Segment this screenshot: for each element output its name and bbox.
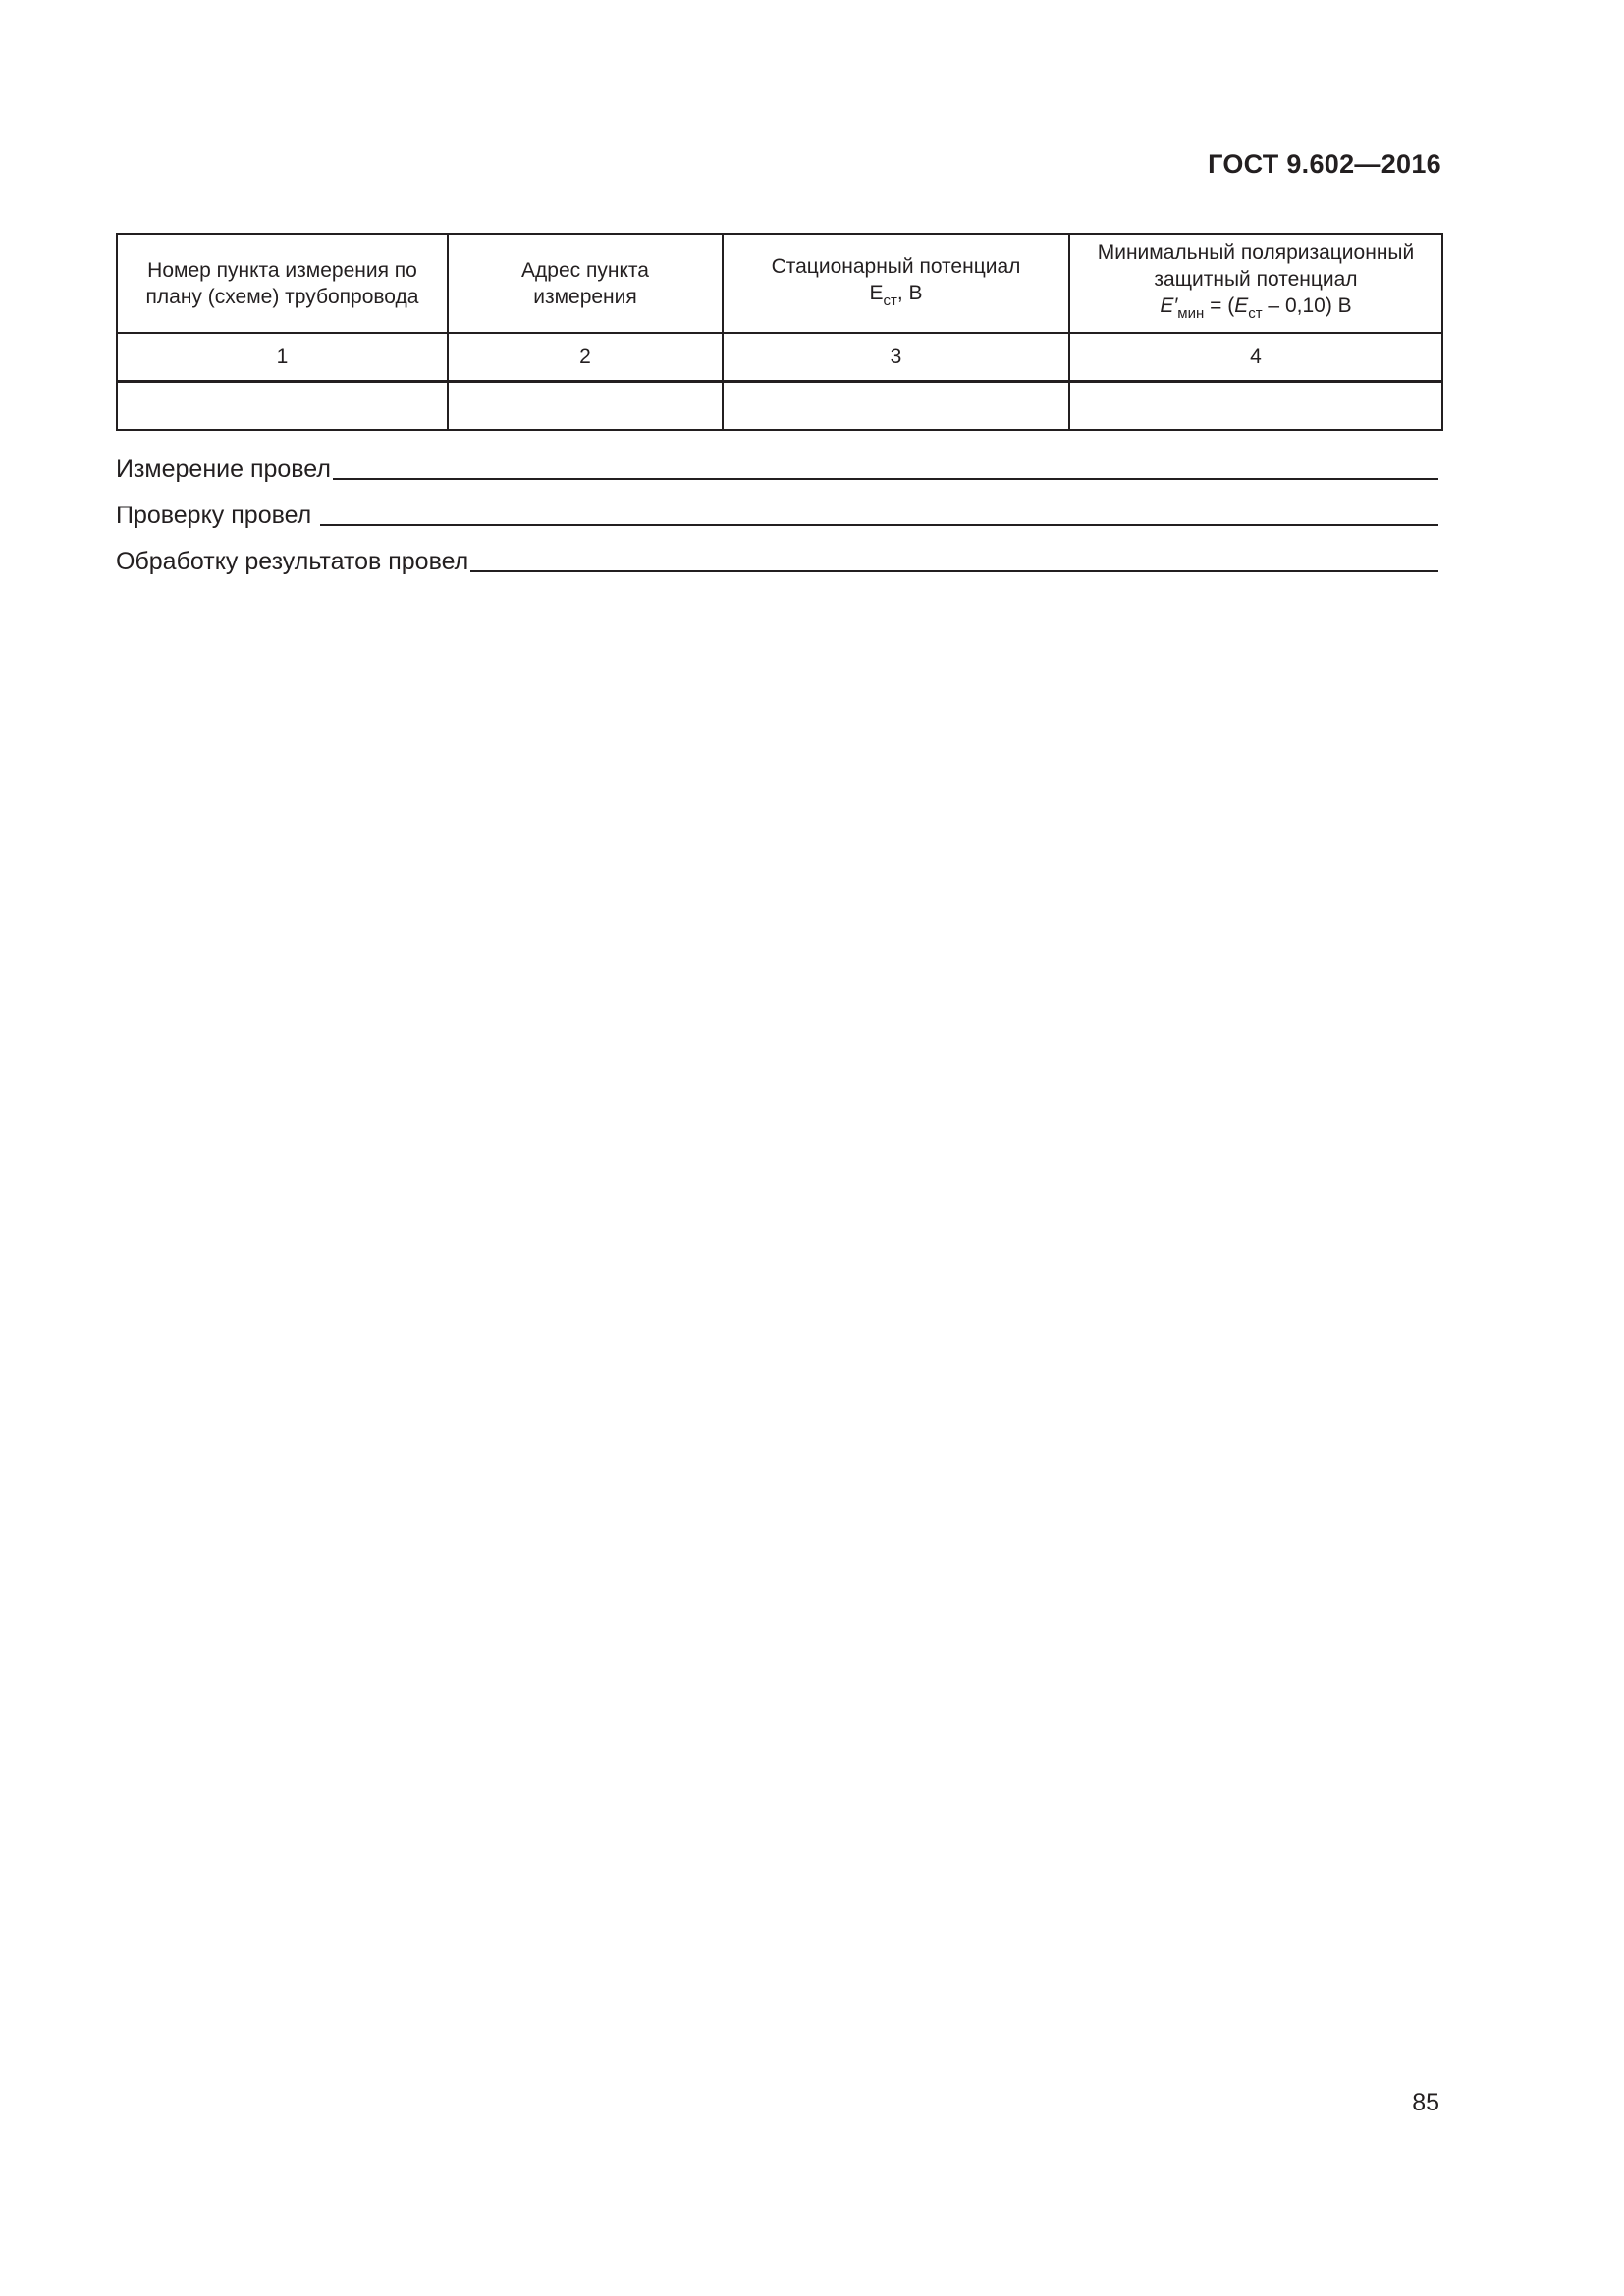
- signature-blank-line: [320, 503, 1438, 526]
- formula-e: E: [869, 281, 884, 304]
- header-min-line1: Минимальный поляризационный: [1097, 241, 1415, 264]
- header-point-number-text: Номер пункта измерения по плану (схеме) трубопровода: [145, 258, 419, 308]
- signature-processed-by: [116, 548, 1438, 576]
- table-row: [117, 382, 1442, 431]
- header-cell-address: [448, 234, 723, 333]
- signature-checked-by: [116, 502, 1438, 530]
- column-number-4: 4: [1069, 333, 1442, 382]
- table-header-row: [117, 234, 1442, 333]
- formula-tail: – 0,10) В: [1262, 294, 1352, 317]
- header-cell-min-potential: [1069, 234, 1442, 333]
- signature-blank-line: [333, 456, 1438, 480]
- formula-e-sub: ст: [883, 292, 897, 309]
- formula-est: E: [1234, 294, 1249, 317]
- table-cell: [448, 382, 723, 431]
- header-min-formula: [1076, 293, 1435, 327]
- formula-est-sub: ст: [1248, 305, 1263, 322]
- table-cell: [117, 382, 448, 431]
- header-stationary-formula: [730, 280, 1062, 314]
- column-number-1: 1: [117, 333, 448, 382]
- signature-label: Измерение провел: [116, 455, 331, 483]
- signature-label: Обработку результатов провел: [116, 548, 469, 575]
- column-number-2: 2: [448, 333, 723, 382]
- signature-measured-by: [116, 455, 1438, 484]
- formula-e-tail: , В: [896, 281, 923, 304]
- table-cell: [1069, 382, 1442, 431]
- header-cell-point-number: [117, 234, 448, 333]
- document-code: ГОСТ 9.602—2016: [1208, 149, 1441, 179]
- column-number-3: 3: [723, 333, 1069, 382]
- page-number: 85: [1412, 2089, 1439, 2116]
- table-cell: [723, 382, 1069, 431]
- measurement-table: [116, 233, 1443, 431]
- formula-emin: E′: [1160, 294, 1178, 317]
- header-address-text: Адрес пункта измерения: [521, 258, 649, 308]
- table-number-row: [117, 333, 1442, 382]
- formula-mid: = (: [1204, 294, 1235, 317]
- header-stationary-line1: Стационарный потенциал: [771, 254, 1021, 278]
- header-min-line2: защитный потенциал: [1154, 268, 1358, 291]
- formula-emin-sub: мин: [1177, 305, 1205, 322]
- signature-label: Проверку провел: [116, 502, 319, 529]
- header-cell-stationary-potential: [723, 234, 1069, 333]
- signature-blank-line: [470, 549, 1438, 572]
